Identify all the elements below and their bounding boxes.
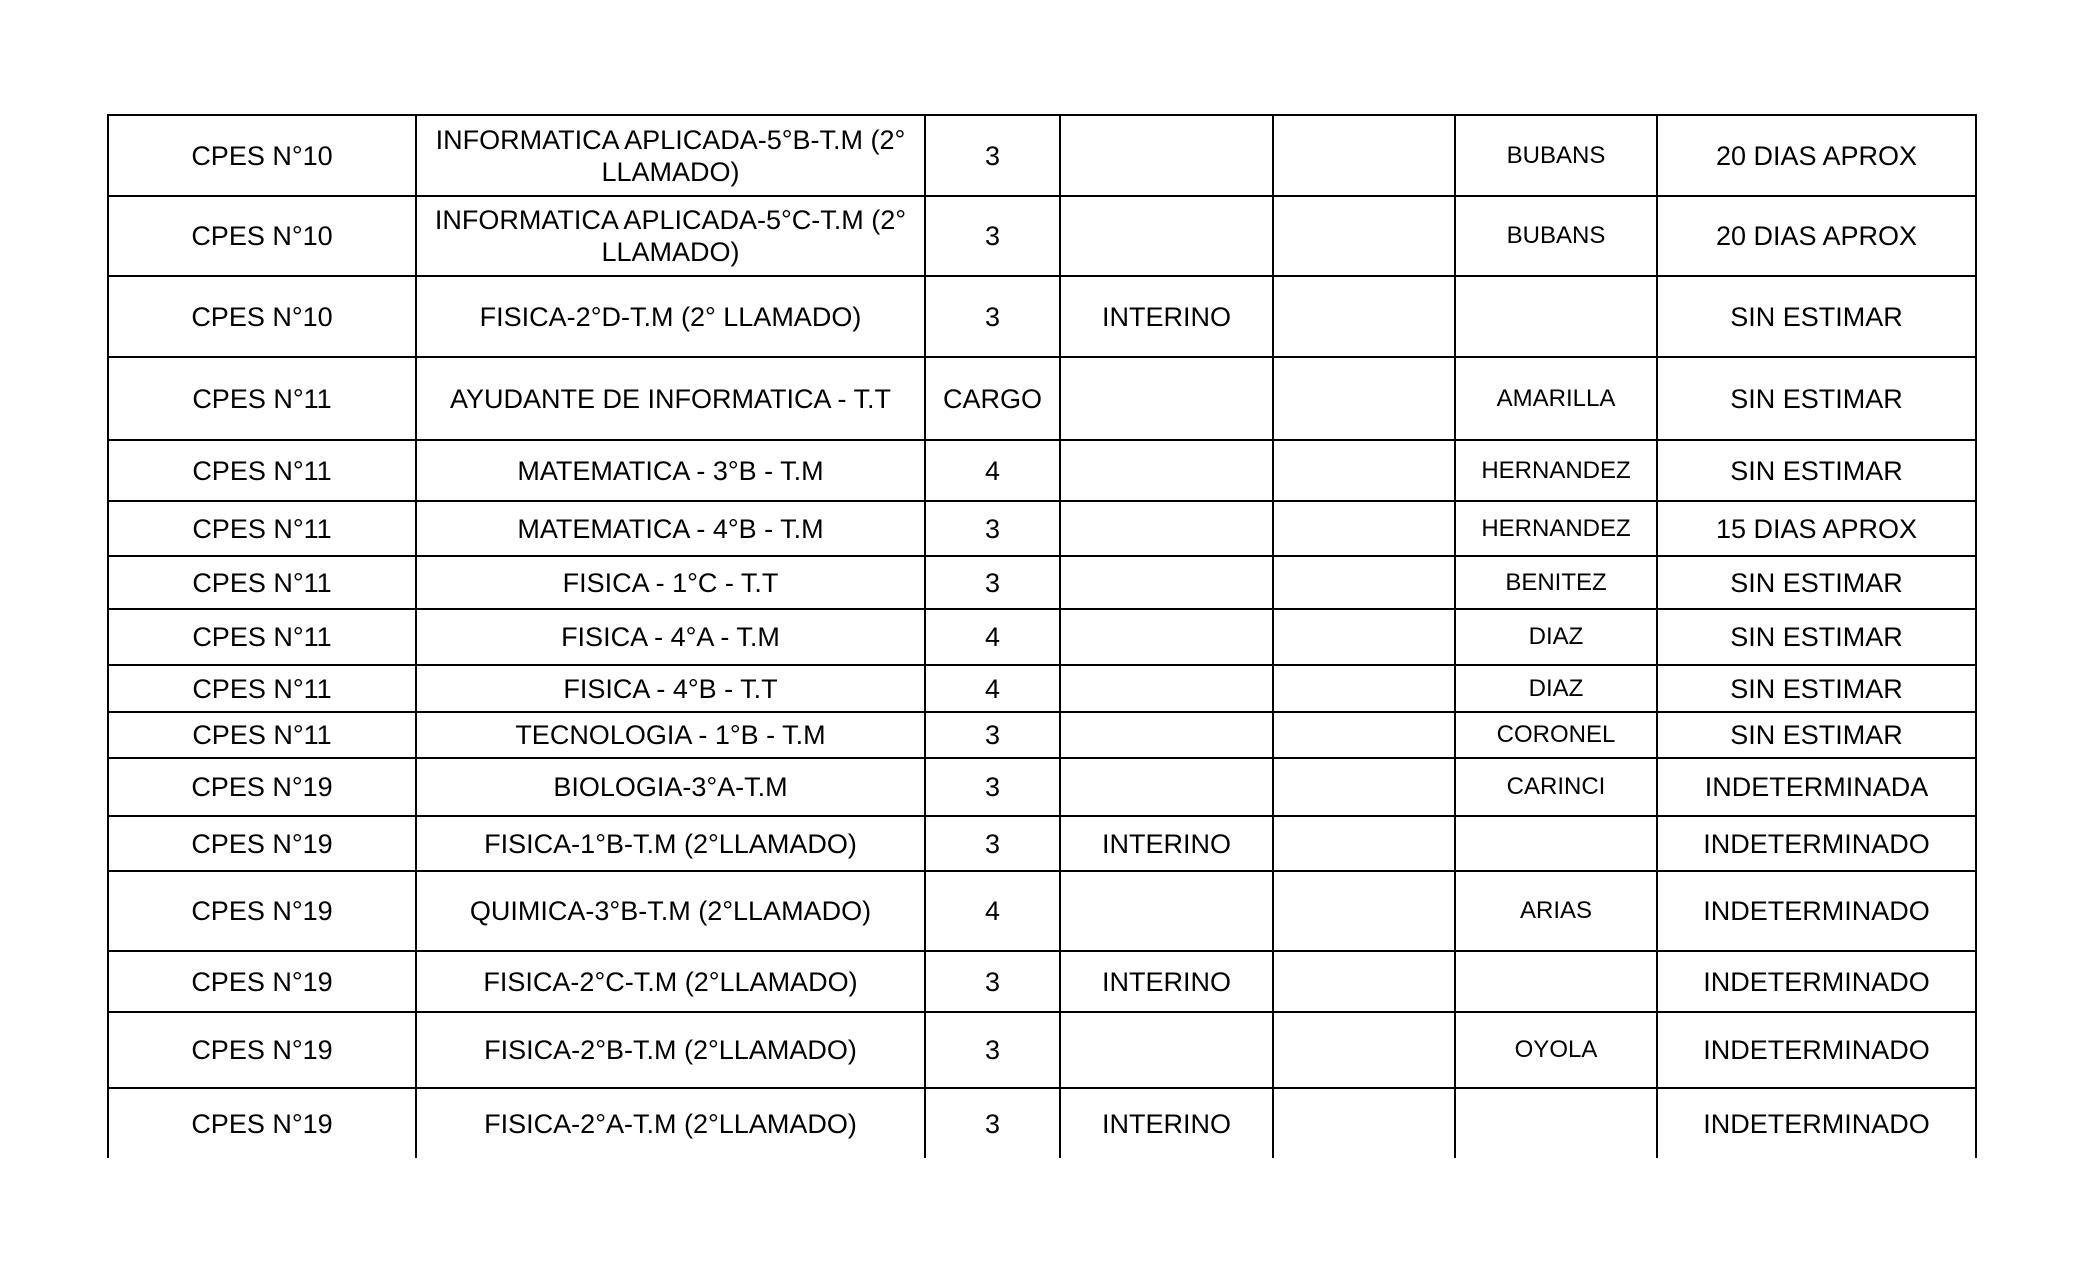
cell-subject: FISICA-2°B-T.M (2°LLAMADO) xyxy=(416,1012,925,1088)
cell-subject: FISICA-1°B-T.M (2°LLAMADO) xyxy=(416,816,925,871)
table-row xyxy=(108,816,1976,871)
cell-duration: SIN ESTIMAR xyxy=(1657,556,1976,609)
cell-duration: SIN ESTIMAR xyxy=(1657,609,1976,665)
table-row xyxy=(108,556,1976,609)
cell-status xyxy=(1060,665,1273,712)
cell-school: CPES N°10 xyxy=(108,196,416,276)
cell-teacher: AMARILLA xyxy=(1455,357,1657,440)
cell-school: CPES N°19 xyxy=(108,1012,416,1088)
cell-duration: INDETERMINADA xyxy=(1657,758,1976,816)
table-row xyxy=(108,712,1976,758)
cell-teacher: BUBANS xyxy=(1455,115,1657,196)
cell-school: CPES N°11 xyxy=(108,609,416,665)
cell-hours: 3 xyxy=(925,816,1060,871)
cell-hours: 3 xyxy=(925,712,1060,758)
cell-hours: 3 xyxy=(925,556,1060,609)
table-body xyxy=(108,115,1976,1158)
cell-duration: INDETERMINADO xyxy=(1657,1088,1976,1158)
cell-school: CPES N°11 xyxy=(108,440,416,501)
cell-duration: 20 DIAS APROX xyxy=(1657,196,1976,276)
cell-school: CPES N°19 xyxy=(108,951,416,1012)
table-row xyxy=(108,758,1976,816)
cell-subject: INFORMATICA APLICADA-5°B-T.M (2° LLAMADO) xyxy=(416,115,925,196)
cell-teacher xyxy=(1455,951,1657,1012)
cell-status xyxy=(1060,440,1273,501)
cell-subject: AYUDANTE DE INFORMATICA - T.T xyxy=(416,357,925,440)
cell-hours: 3 xyxy=(925,115,1060,196)
cell-teacher: DIAZ xyxy=(1455,609,1657,665)
cell-hours: 4 xyxy=(925,440,1060,501)
table-row xyxy=(108,1088,1976,1158)
cell-status xyxy=(1060,357,1273,440)
cell-teacher: DIAZ xyxy=(1455,665,1657,712)
cell-school: CPES N°11 xyxy=(108,712,416,758)
cell-extra xyxy=(1273,357,1455,440)
cell-extra xyxy=(1273,440,1455,501)
cell-extra xyxy=(1273,609,1455,665)
cell-status xyxy=(1060,556,1273,609)
cell-duration: SIN ESTIMAR xyxy=(1657,712,1976,758)
cell-school: CPES N°10 xyxy=(108,276,416,357)
cell-extra xyxy=(1273,758,1455,816)
cell-subject: FISICA - 4°A - T.M xyxy=(416,609,925,665)
cell-school: CPES N°11 xyxy=(108,357,416,440)
cell-duration: INDETERMINADO xyxy=(1657,951,1976,1012)
table-row xyxy=(108,115,1976,196)
cell-school: CPES N°11 xyxy=(108,501,416,556)
cell-hours: 3 xyxy=(925,1012,1060,1088)
cell-duration: INDETERMINADO xyxy=(1657,871,1976,951)
cell-subject: BIOLOGIA-3°A-T.M xyxy=(416,758,925,816)
cell-hours: 3 xyxy=(925,951,1060,1012)
cell-extra xyxy=(1273,712,1455,758)
cell-teacher: BENITEZ xyxy=(1455,556,1657,609)
table-row xyxy=(108,501,1976,556)
cell-hours: 3 xyxy=(925,501,1060,556)
cell-extra xyxy=(1273,196,1455,276)
cell-duration: INDETERMINADO xyxy=(1657,1012,1976,1088)
cell-hours: 4 xyxy=(925,609,1060,665)
cell-teacher: CARINCI xyxy=(1455,758,1657,816)
cell-teacher: BUBANS xyxy=(1455,196,1657,276)
cell-school: CPES N°11 xyxy=(108,665,416,712)
cell-status xyxy=(1060,758,1273,816)
cell-duration: 15 DIAS APROX xyxy=(1657,501,1976,556)
cell-status: INTERINO xyxy=(1060,276,1273,357)
cell-duration: SIN ESTIMAR xyxy=(1657,665,1976,712)
cell-subject: INFORMATICA APLICADA-5°C-T.M (2° LLAMADO) xyxy=(416,196,925,276)
cell-subject: FISICA - 4°B - T.T xyxy=(416,665,925,712)
cell-status: INTERINO xyxy=(1060,951,1273,1012)
table-row xyxy=(108,665,1976,712)
cell-subject: FISICA - 1°C - T.T xyxy=(416,556,925,609)
cell-status xyxy=(1060,712,1273,758)
cell-hours: 4 xyxy=(925,871,1060,951)
cell-school: CPES N°19 xyxy=(108,758,416,816)
cell-extra xyxy=(1273,816,1455,871)
cell-subject: QUIMICA-3°B-T.M (2°LLAMADO) xyxy=(416,871,925,951)
table-row xyxy=(108,609,1976,665)
cell-status xyxy=(1060,609,1273,665)
cell-subject: FISICA-2°A-T.M (2°LLAMADO) xyxy=(416,1088,925,1158)
cell-school: CPES N°19 xyxy=(108,816,416,871)
cell-teacher: OYOLA xyxy=(1455,1012,1657,1088)
table-row xyxy=(108,357,1976,440)
cell-duration: INDETERMINADO xyxy=(1657,816,1976,871)
cell-status xyxy=(1060,196,1273,276)
cell-subject: FISICA-2°C-T.M (2°LLAMADO) xyxy=(416,951,925,1012)
table-row xyxy=(108,951,1976,1012)
cell-status: INTERINO xyxy=(1060,1088,1273,1158)
cell-teacher xyxy=(1455,816,1657,871)
cell-hours: 3 xyxy=(925,196,1060,276)
cell-hours: CARGO xyxy=(925,357,1060,440)
cell-extra xyxy=(1273,556,1455,609)
cell-teacher: CORONEL xyxy=(1455,712,1657,758)
cell-hours: 3 xyxy=(925,276,1060,357)
cell-teacher xyxy=(1455,1088,1657,1158)
cell-extra xyxy=(1273,115,1455,196)
table-row xyxy=(108,1012,1976,1088)
cell-status xyxy=(1060,871,1273,951)
cell-extra xyxy=(1273,665,1455,712)
table-row xyxy=(108,440,1976,501)
table-row xyxy=(108,871,1976,951)
cell-subject: MATEMATICA - 3°B - T.M xyxy=(416,440,925,501)
table-row xyxy=(108,276,1976,357)
cell-duration: 20 DIAS APROX xyxy=(1657,115,1976,196)
cell-status xyxy=(1060,1012,1273,1088)
cell-extra xyxy=(1273,501,1455,556)
cell-teacher: ARIAS xyxy=(1455,871,1657,951)
cell-extra xyxy=(1273,1012,1455,1088)
cell-teacher xyxy=(1455,276,1657,357)
cell-school: CPES N°10 xyxy=(108,115,416,196)
cell-duration: SIN ESTIMAR xyxy=(1657,357,1976,440)
cell-school: CPES N°11 xyxy=(108,556,416,609)
table-row xyxy=(108,196,1976,276)
cell-duration: SIN ESTIMAR xyxy=(1657,276,1976,357)
cell-school: CPES N°19 xyxy=(108,1088,416,1158)
cell-hours: 3 xyxy=(925,1088,1060,1158)
cell-teacher: HERNANDEZ xyxy=(1455,501,1657,556)
cell-extra xyxy=(1273,1088,1455,1158)
cell-status xyxy=(1060,501,1273,556)
cell-hours: 4 xyxy=(925,665,1060,712)
cell-subject: TECNOLOGIA - 1°B - T.M xyxy=(416,712,925,758)
cell-teacher: HERNANDEZ xyxy=(1455,440,1657,501)
cell-status: INTERINO xyxy=(1060,816,1273,871)
cell-extra xyxy=(1273,871,1455,951)
cell-subject: FISICA-2°D-T.M (2° LLAMADO) xyxy=(416,276,925,357)
cell-duration: SIN ESTIMAR xyxy=(1657,440,1976,501)
cell-school: CPES N°19 xyxy=(108,871,416,951)
cell-hours: 3 xyxy=(925,758,1060,816)
cell-subject: MATEMATICA - 4°B - T.M xyxy=(416,501,925,556)
vacancy-table xyxy=(107,114,1977,1158)
cell-extra xyxy=(1273,276,1455,357)
cell-status xyxy=(1060,115,1273,196)
cell-extra xyxy=(1273,951,1455,1012)
